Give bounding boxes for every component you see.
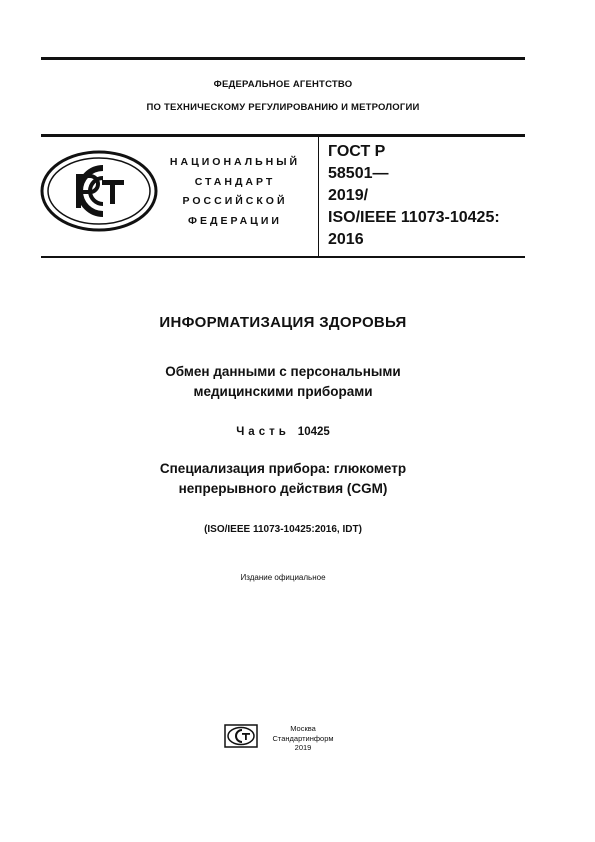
part-label: Часть	[236, 426, 290, 438]
national-standard-block	[160, 153, 310, 231]
part-title	[41, 459, 525, 499]
document-subtitle	[41, 362, 525, 402]
national-standard-line: НАЦИОНАЛЬНЫЙ	[169, 156, 301, 168]
part-title-line: Специализация прибора: глюкометр	[159, 461, 407, 476]
subtitle-line: медицинскими приборами	[193, 384, 373, 399]
publisher-year: 2019	[294, 743, 312, 752]
designation-line: 2016	[328, 231, 364, 248]
publisher-logo-icon	[224, 724, 258, 748]
standard-designation	[328, 141, 500, 251]
document-title: ИНФОРМАТИЗАЦИЯ ЗДОРОВЬЯ	[159, 314, 407, 331]
subtitle-line: Обмен данными с персональными	[165, 364, 401, 379]
header-rule	[41, 134, 525, 137]
top-rule	[41, 57, 525, 60]
publisher-name: Стандартинформ	[272, 733, 334, 743]
rst-certification-logo-icon	[40, 150, 158, 232]
part-title-line: непрерывного действия (CGM)	[178, 481, 388, 496]
designation-line: 2019/	[328, 187, 369, 204]
part-heading	[41, 426, 525, 438]
designation-line: ГОСТ Р	[328, 143, 386, 160]
edition-note: Издание официальное	[240, 573, 326, 582]
designation-line: 58501—	[328, 165, 389, 182]
designation-line: ISO/IEEE 11073-10425:	[328, 209, 500, 226]
national-standard-line: ФЕДЕРАЦИИ	[188, 214, 282, 227]
national-standard-line: СТАНДАРТ	[194, 175, 276, 188]
national-standard-line: РОССИЙСКОЙ	[182, 195, 288, 207]
header-bottom-rule	[41, 256, 525, 258]
iso-reference: (ISO/IEEE 11073-10425:2016, IDT)	[204, 524, 362, 535]
publisher-imprint	[263, 724, 343, 753]
part-number: 10425	[297, 426, 330, 438]
agency-line-2: ПО ТЕХНИЧЕСКОМУ РЕГУЛИРОВАНИЮ И МЕТРОЛОГИИ	[146, 102, 420, 113]
publisher-city: Москва	[290, 724, 316, 733]
vertical-divider	[318, 137, 319, 256]
agency-line-1: ФЕДЕРАЛЬНОЕ АГЕНТСТВО	[213, 79, 353, 90]
